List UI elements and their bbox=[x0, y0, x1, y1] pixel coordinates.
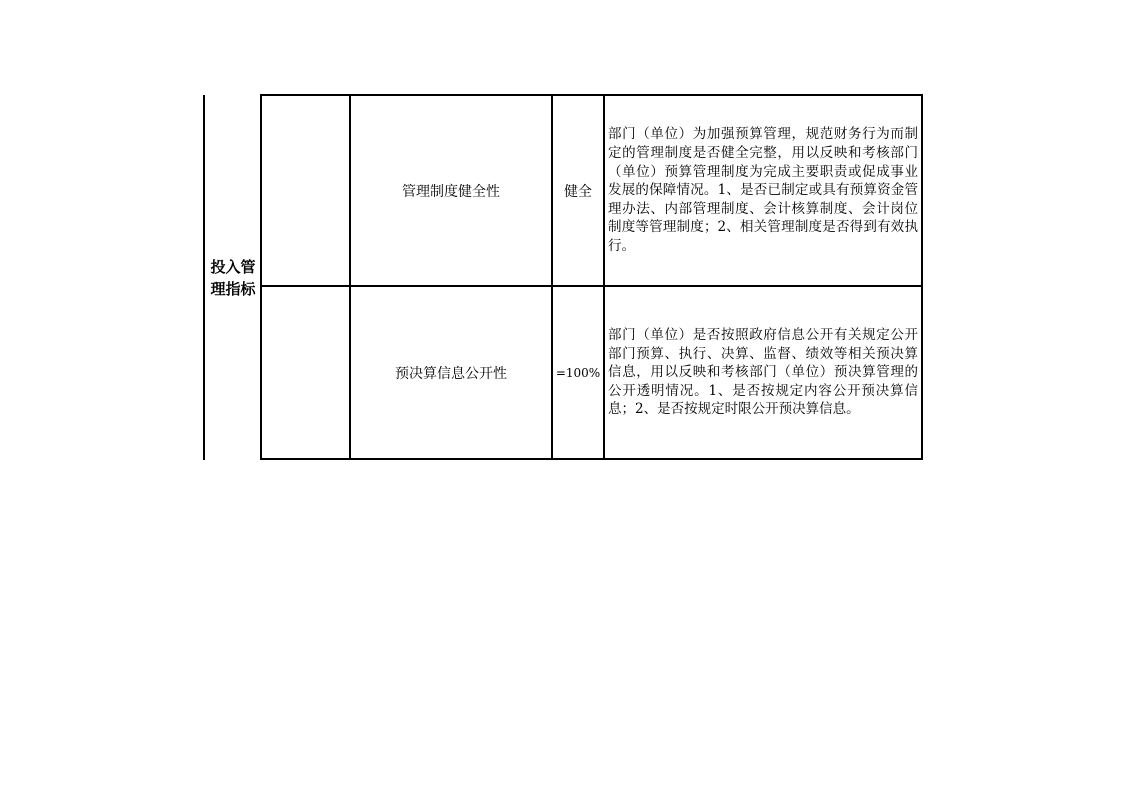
secondary-indicator-cell bbox=[261, 95, 350, 286]
indicator-description: 部门（单位）为加强预算管理，规范财务行为而制定的管理制度是否健全完整，用以反映和考核部门（单位）预算管理制度为完成主要职责或促成事业发展的保障情况。1、是否已制定或具有预算资金管理办法、内部管理制度、会计核算制度、会计岗位制度等管理制度；2、相关管理制度是否得到有效执行。 bbox=[604, 95, 922, 286]
indicator-name: 管理制度健全性 bbox=[350, 95, 552, 286]
table-row bbox=[261, 286, 922, 459]
secondary-indicator-cell bbox=[261, 286, 350, 459]
category-cell bbox=[205, 95, 261, 460]
indicator-table bbox=[260, 94, 923, 460]
indicator-target-value: =100% bbox=[552, 286, 604, 459]
indicator-name: 预决算信息公开性 bbox=[350, 286, 552, 459]
indicator-description: 部门（单位）是否按照政府信息公开有关规定公开部门预算、执行、决算、监督、绩效等相关预决算信息，用以反映和考核部门（单位）预决算管理的公开透明情况。1、是否按规定内容公开预决算信息；2、是否按规定时限公开预决算信息。 bbox=[604, 286, 922, 459]
indicator-target-value: 健全 bbox=[552, 95, 604, 286]
category-label: 投入管理指标 bbox=[210, 257, 256, 298]
table-row bbox=[261, 95, 922, 286]
